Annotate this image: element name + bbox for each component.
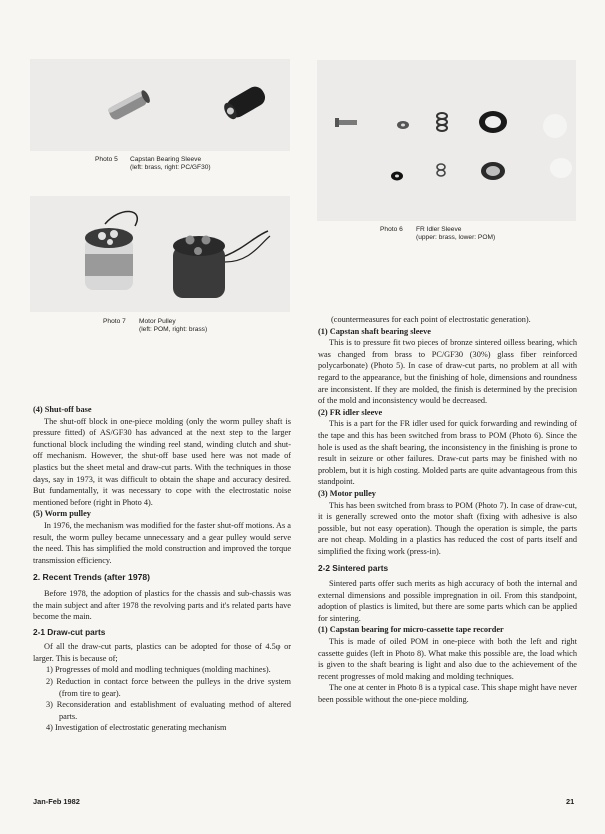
left-column xyxy=(33,404,291,734)
photo-6-image xyxy=(317,60,576,221)
photo-6-title: FR Idler Sleeve xyxy=(416,226,462,233)
photo-7-label: Photo 7 xyxy=(103,318,126,325)
page-number: 21 xyxy=(566,797,575,806)
list-item: 4) Investigation of electrostatic generating mechanism xyxy=(46,723,227,733)
micro-cassette-heading: (1) Capstan bearing for micro-cassette tape recorder xyxy=(318,625,504,635)
section-worm-pulley-text: In 1976, the mechanism was modified for the faster shut-off motions. As a result, the worm pulley became unnecessary and a gear pulley would serve the need. This has simplified the mold construction and improved the torque transmission efficiency. xyxy=(33,520,291,565)
micro-cassette-text-2: The one at center in Photo 8 is a typical case. This shape might have never been possible without the one-piece molding. xyxy=(318,683,577,704)
idler-sleeves-illustration xyxy=(317,60,576,221)
photo-5-image xyxy=(30,59,290,151)
section-draw-cut-text: Of all the draw-cut parts, plastics can be adopted for those of 4.5φ or larger. This is because of; xyxy=(33,642,291,663)
section-shutoff-base-text: The shut-off block in one-piece molding (only the worm pulley shaft is pressure fitted) of AS/GF30 has advanced at the next step to the larger functional block including the winding reel stand, winding clutch and shut-off mechanism. However, the shut-off base used here was not made of plastics but the sheet metal and draw-cut parts. With the techniques in those days, say in 1973, it was difficult to obtain the shape and accuracy desired. But fundamentally, it was necessary to cope with the electrostatic noise mentioned before (right in Photo 4). xyxy=(33,416,291,507)
fr-idler-text: This is a part for the FR idler used for quick forwarding and rewinding of the tape and this has been switched from brass to POM (Photo 6). Since the hole is used as the shaft bearing, the inconsistency in the finishing is prone to result in seizure or other failures. Draw-cut parts may be finished with no problem, but it is high costing. Molded parts are quite advantageous from this standpoint. xyxy=(318,419,577,487)
photo-7-subtitle: (left: POM, right: brass) xyxy=(139,326,208,333)
section-draw-cut-heading: 2-1 Draw-cut parts xyxy=(33,626,106,637)
reasons-list xyxy=(33,664,291,734)
sintered-parts-text: Sintered parts offer such merits as high accuracy of both the internal and external dimensions and possible impregnation in oil. From this standpoint, adoption of plastics is limited, but there are some parts which can be applied for sintering. xyxy=(318,579,577,623)
motor-pulley-heading: (3) Motor pulley xyxy=(318,488,376,498)
capstan-shaft-heading: (1) Capstan shaft bearing sleeve xyxy=(318,326,431,336)
photo-5-label: Photo 5 xyxy=(95,156,118,163)
sintered-parts-heading: 2-2 Sintered parts xyxy=(318,563,389,574)
continuation-text: (countermeasures for each point of electrostatic generation). xyxy=(331,315,531,324)
fr-idler-heading: (2) FR idler sleeve xyxy=(318,407,383,417)
section-recent-trends-heading: 2. Recent Trends (after 1978) xyxy=(33,572,151,583)
photo-6-caption xyxy=(380,226,495,242)
section-worm-pulley-heading: (5) Worm pulley xyxy=(33,509,91,519)
list-item: 1) Progresses of mold and modling techniques (molding machines). xyxy=(46,665,271,675)
photo-7-image xyxy=(30,196,290,312)
motor-pulleys-illustration xyxy=(30,196,290,312)
capstan-sleeves-illustration xyxy=(30,59,290,151)
list-item: 2) Reduction in contact force between the pulleys in the drive system (from tire to gear). xyxy=(46,677,291,698)
photo-5-title: Capstan Bearing Sleeve xyxy=(130,156,202,163)
photo-6-subtitle: (upper: brass, lower: POM) xyxy=(416,234,496,241)
micro-cassette-text: This is made of oiled POM in one-piece with both the left and right cassette guides (left in Photo 8). What make this possible are, the load which is given to the shaft bearing is light and also due to the achievement of the recent progresses of mold making and molding techniques. xyxy=(318,637,577,681)
capstan-shaft-text: This is to pressure fit two pieces of bronze sintered oilless bearing, which was changed from brass to PC/GF30 (30%) glass fiber reinforced polycarbonate) (Photo 5). In case of draw-cut parts, no problem at all with regard to the appearance, but the finishing of hole, dimensions and roundness are inconsistent. If they are molded, the finish is determined by the precision of the mold and inconsistency would be decreased. xyxy=(318,338,577,406)
photo-6-label: Photo 6 xyxy=(380,226,403,233)
photo-7-title: Motor Pulley xyxy=(139,318,176,325)
right-column xyxy=(318,314,577,706)
photo-5-caption xyxy=(95,156,211,172)
photo-7-caption xyxy=(103,318,207,334)
list-item: 3) Reconsideration and establishment of evaluating method of altered parts. xyxy=(46,700,291,721)
motor-pulley-text: This has been switched from brass to POM (Photo 7). In case of draw-cut, it is generally screwed onto the motor shaft (fixing with adhesive is also possible, but not easy operation). Though the operation is simple, the parts are not cheap. Molding in a plastics has reduced the cost of parts itself and simplified the fixing work (press-in). xyxy=(318,500,577,556)
section-recent-trends-text: Before 1978, the adoption of plastics for the chassis and sub-chassis was the main subject and after 1978 the revolving parts and it's related parts have become the main. xyxy=(33,588,291,622)
footer-date: Jan-Feb 1982 xyxy=(33,797,80,806)
section-shutoff-base-heading: (4) Shut-off base xyxy=(33,405,92,414)
photo-5-subtitle: (left: brass, right: PC/GF30) xyxy=(130,164,211,171)
